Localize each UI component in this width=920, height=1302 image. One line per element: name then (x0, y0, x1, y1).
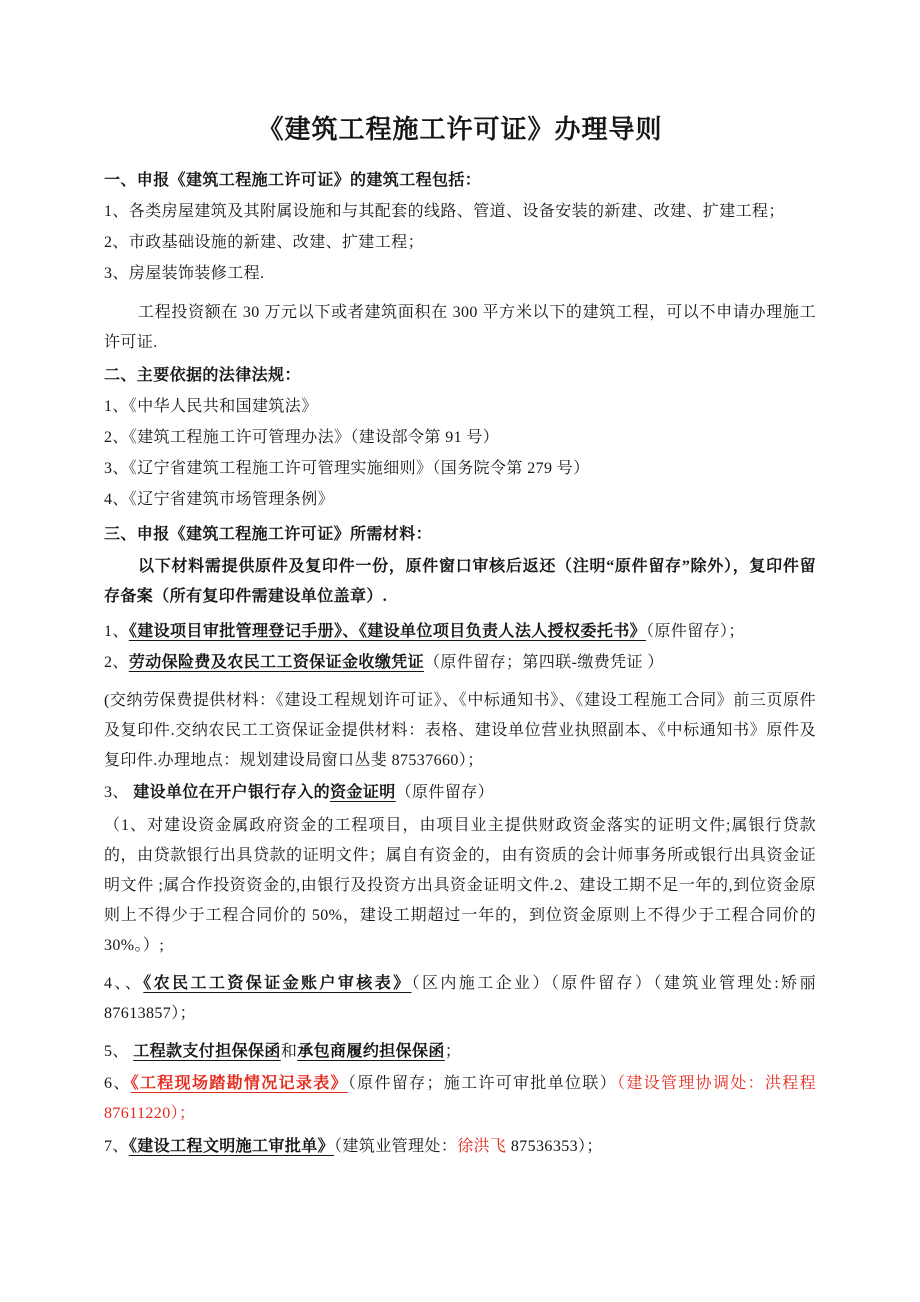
text-run: 工程款支付担保保函 (133, 1043, 281, 1060)
text-run: （区内施工企业）（原件留存）（建筑业管理处:矫丽 87613857）； (104, 975, 821, 1022)
text-run: 3、 (104, 784, 134, 801)
sec2-item-2 (104, 423, 816, 453)
text-run: 《建设工程文明施工审批单》 (128, 1138, 335, 1155)
sec2-item-3 (104, 454, 816, 484)
document-body (104, 166, 821, 1162)
text-run: 徐洪飞 (457, 1138, 507, 1155)
text-run: 二、主要依据的法律法规： (104, 367, 301, 384)
text-run: 三、申报《建筑工程施工许可证》所需材料： (104, 526, 433, 543)
text-run: 劳动保险费及农民工工资保证金收缴凭证 (128, 654, 425, 671)
text-run: 工程投资额在 30 万元以下或者建筑面积在 300 平方米以下的建筑工程，可以不申请办理施工许可证. (104, 304, 816, 351)
sec1-item-2 (104, 228, 816, 258)
text-run: (交纳劳保费提供材料：《建设工程规划许可证》、《中标通知书》、《建设工程施工合同》前三页原件及复印件.交纳农民工工资保证金提供材料：表格、建设单位营业执照副本、《中标通知书》原件及复印件.办理地点：规划建设局窗口丛斐 87537660）； (104, 692, 816, 769)
text-run: （1、对建设资金属政府资金的工程项目，由项目业主提供财政资金落实的证明文件;属银行贷款的，由贷款银行出具贷款的证明文件；属自有资金的，由有资质的会计师事务所或银行出具资金证明文件 ;属合作投资资金的,由银行及投资方出具资金证明文件.2、建设工期不足一年的,到位资金原则上不得少于工程合同价的 50%，建设工期超过一年的，到位资金原则上不得少于工程合同价的 30%。）; (104, 817, 821, 954)
text-run: 《农民工工资保证金账户审核表》 (143, 975, 412, 992)
text-run: ； (444, 1043, 462, 1060)
text-run: 3、房屋装饰装修工程. (104, 265, 265, 282)
document-title: 《建筑工程施工许可证》办理导则 (257, 115, 663, 144)
sec3-item-3-note (104, 811, 821, 961)
text-run: （建设管理协调处：洪程程 87611220）； (104, 1075, 821, 1122)
text-run: 资金证明 (330, 784, 396, 801)
sec3-item-5 (104, 1037, 816, 1067)
sec3-heading (104, 520, 816, 550)
text-run: 1、《中华人民共和国建筑法》 (104, 398, 318, 415)
text-run: 一、申报《建筑工程施工许可证》的建筑工程包括： (104, 172, 482, 189)
text-run: 2、《建筑工程施工许可管理办法》（建设部令第 91 号） (104, 429, 500, 446)
text-run: 5、 (104, 1043, 134, 1060)
text-run: 1、 (104, 623, 129, 640)
text-run: 2、市政基础设施的新建、改建、扩建工程； (104, 234, 425, 251)
text-run: 6、 (104, 1075, 131, 1092)
sec3-item-1 (104, 617, 816, 647)
sec3-item-2 (104, 648, 816, 678)
text-run: 4、《辽宁省建筑市场管理条例》 (104, 491, 335, 508)
text-run: 87536353）； (506, 1138, 603, 1155)
text-run: 承包商履约担保保函 (297, 1043, 445, 1060)
text-run: 3、《辽宁省建筑工程施工许可管理实施细则》（国务院令第 279 号） (104, 460, 590, 477)
sec3-item-7 (104, 1132, 816, 1162)
text-run: 4、、 (104, 975, 144, 992)
sec3-intro (104, 552, 816, 612)
text-run: 2、 (104, 654, 129, 671)
sec3-item-6 (104, 1069, 821, 1129)
text-run: 7、 (104, 1138, 129, 1155)
sec3-item-4 (104, 969, 821, 1029)
text-run: （原件留存；施工许可审批单位联） (347, 1075, 618, 1092)
sec1-note (104, 298, 816, 358)
text-run: （原件留存） (395, 784, 495, 801)
text-run: 《工程现场踏勘情况记录表》 (130, 1075, 348, 1092)
sec1-heading (104, 166, 816, 196)
sec1-item-3 (104, 259, 816, 289)
text-run: 以下材料需提供原件及复印件一份，原件窗口审核后返还（注明“原件留存”除外），复印件留存备案（所有复印件需建设单位盖章）. (104, 558, 816, 605)
text-run: 建设单位在开户银行存入的 (133, 784, 331, 801)
text-run: （原件留存）； (646, 623, 745, 640)
sec3-item-3 (104, 778, 816, 808)
text-run: 和 (280, 1043, 298, 1060)
text-run: （建筑业管理处： (334, 1138, 458, 1155)
sec2-item-4 (104, 485, 816, 515)
text-run: （原件留存；第四联-缴费凭证 ） (424, 654, 664, 671)
text-run: 《建设项目审批管理登记手册》、《建设单位项目负责人法人授权委托书》 (128, 623, 647, 640)
sec2-item-1 (104, 392, 816, 422)
document-content (104, 112, 821, 1163)
sec2-heading (104, 361, 816, 391)
sec3-item-2-note (104, 686, 816, 776)
sec1-item-1 (104, 197, 816, 227)
text-run: 1、各类房屋建筑及其附属设施和与其配套的线路、管道、设备安装的新建、改建、扩建工程； (104, 203, 785, 220)
